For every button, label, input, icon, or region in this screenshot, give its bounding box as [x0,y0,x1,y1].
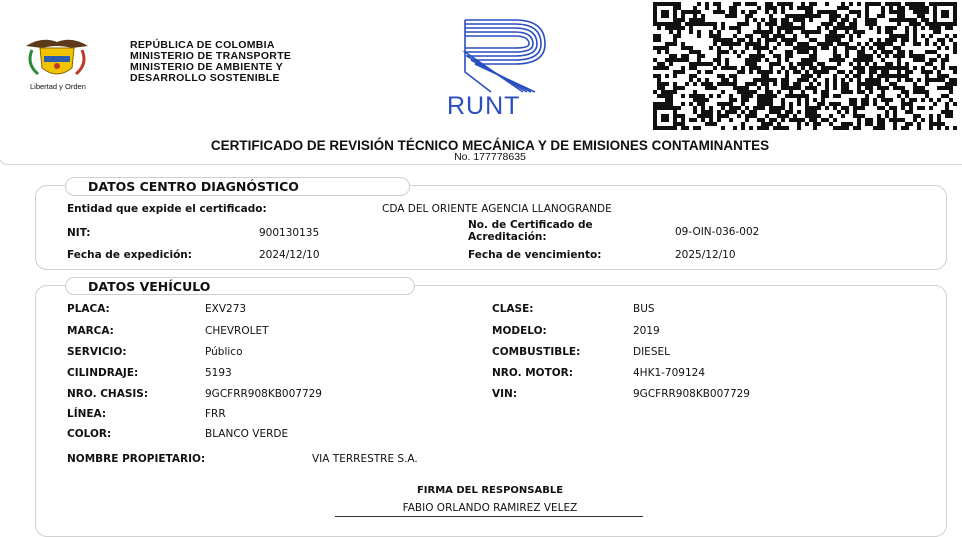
owner-label: NOMBRE PROPIETARIO: [67,453,206,465]
vehicle-field-value: BUS [633,303,655,315]
gov-line: REPÚBLICA DE COLOMBIA [130,39,275,51]
issue-date-value: 2024/12/10 [259,249,320,261]
diagnostic-center-heading: DATOS CENTRO DIAGNÓSTICO [65,177,410,196]
issue-date-label: Fecha de expedición: [67,249,192,261]
certificate-number: No. 177778635 [454,151,526,163]
expiry-date-label: Fecha de vencimiento: [468,249,602,261]
vehicle-field-label: CLASE: [492,303,534,315]
vehicle-field-value: 5193 [205,367,232,379]
expiry-date-value: 2025/12/10 [675,249,736,261]
nit-value: 900130135 [259,227,320,239]
qr-code [653,2,957,130]
vehicle-field-value: EXV273 [205,303,247,315]
nit-label: NIT: [67,227,91,239]
coat-of-arms-icon [22,36,92,82]
gov-line: DESARROLLO SOSTENIBLE [130,72,280,84]
owner-value: VIA TERRESTRE S.A. [312,453,418,465]
vehicle-field-value: 9GCFRR908KB007729 [205,388,322,400]
accreditation-value: 09-OIN-036-002 [675,226,760,238]
certificate-title: CERTIFICADO DE REVISIÓN TÉCNICO MECÁNICA Y DE EMISIONES CONTAMINANTES [210,138,770,153]
entity-label: Entidad que expide el certificado: [67,203,267,215]
gov-line: MINISTERIO DE TRANSPORTE [130,50,292,62]
vehicle-field-label: SERVICIO: [67,346,127,358]
accreditation-label-line: No. de Certificado de [468,219,593,231]
entity-value: CDA DEL ORIENTE AGENCIA LLANOGRANDE [382,203,612,215]
vehicle-field-label: PLACA: [67,303,110,315]
runt-logo-text: RUNT [447,92,521,120]
vehicle-field-value: CHEVROLET [205,325,269,337]
gov-line: MINISTERIO DE AMBIENTE Y [130,61,284,73]
accreditation-label [468,219,593,243]
runt-logo [445,16,595,120]
vehicle-field-label: NRO. CHASIS: [67,388,149,400]
vehicle-field-value: 4HK1-709124 [633,367,706,379]
vehicle-section [35,285,947,537]
vehicle-field-label: MARCA: [67,325,114,337]
vehicle-field-value: 2019 [633,325,660,337]
vehicle-field-label: LÍNEA: [67,408,107,420]
signature-line [335,516,643,517]
vehicle-field-value: FRR [205,408,226,420]
vehicle-field-label: NRO. MOTOR: [492,367,573,379]
government-heading [130,40,291,84]
coat-of-arms-logo [22,36,92,94]
vehicle-field-label: MODELO: [492,325,547,337]
accreditation-label-line: Acreditación: [468,231,547,243]
vehicle-field-value: Público [205,346,243,358]
vehicle-field-value: BLANCO VERDE [205,428,289,440]
signature-label: FIRMA DEL RESPONSABLE [416,485,564,496]
runt-r-icon [445,16,595,96]
vehicle-field-label: COLOR: [67,428,112,440]
vehicle-field-label: COMBUSTIBLE: [492,346,581,358]
vehicle-field-label: VIN: [492,388,518,400]
signature-name: FABIO ORLANDO RAMIREZ VELEZ [402,502,578,514]
vehicle-field-value: 9GCFRR908KB007729 [633,388,750,400]
vehicle-heading: DATOS VEHÍCULO [65,277,415,295]
coat-motto: Libertad y Orden [30,82,86,91]
vehicle-field-value: DIESEL [633,346,670,358]
vehicle-field-label: CILINDRAJE: [67,367,139,379]
